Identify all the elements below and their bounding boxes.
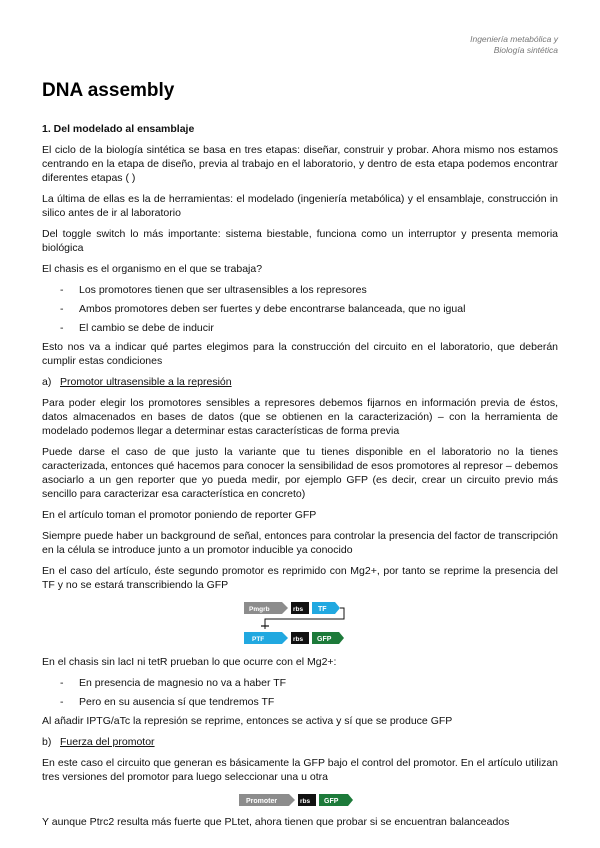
subsection-a xyxy=(42,375,558,389)
promoter-tf-label: PTF xyxy=(252,636,265,643)
header-line-1: Ingeniería metabólica y xyxy=(470,34,558,44)
subsection-title: Promotor ultrasensible a la represión xyxy=(60,376,232,388)
header-line-2: Biología sintética xyxy=(493,45,558,55)
promoter-tf-arrow xyxy=(244,632,288,644)
rbs-label: rbs xyxy=(293,636,304,643)
paragraph: Siempre puede haber un background de señal, entonces para controlar la presencia del factor de transcripción en la célula se introduce junto a un promotor inducible ya conocido xyxy=(42,530,558,556)
tf-gene-label: TF xyxy=(318,606,327,613)
document-body xyxy=(42,123,558,836)
paragraph: En el chasis sin lacI ni tetR prueban lo que ocurre con el Mg2+: xyxy=(42,656,337,668)
paragraph: Al añadir IPTG/aTc la represión se reprime, entonces se activa y sí que se produce GFP xyxy=(42,715,453,727)
running-header xyxy=(470,34,558,56)
list-item: - El cambio se debe de inducir xyxy=(42,321,558,335)
paragraph: En este caso el circuito que generan es básicamente la GFP bajo el control del promotor. En el artículo utilizan tres versiones del promotor para luego seleccionar una u otra xyxy=(42,757,558,783)
paragraph: Para poder elegir los promotores sensibles a represores debemos fijarnos en información previa de éstos, datos almacenados en bases de datos (que se obtienen en la caracterización) – con la herramienta de modelado podemos llegar a determinar estas características de forma previa xyxy=(42,397,558,437)
list-item: - Los promotores tienen que ser ultrasensibles a los represores xyxy=(42,283,558,297)
promoter-mgrb-label: Pmgrb xyxy=(249,606,270,613)
bullet-list xyxy=(42,676,558,709)
gfp-gene-label: GFP xyxy=(324,798,339,805)
rbs-label: rbs xyxy=(293,606,304,613)
paragraph: Y aunque Ptrc2 resulta más fuerte que PLtet, ahora tienen que probar si se encuentran balanceados xyxy=(42,816,510,828)
paragraph: En el caso del artículo, éste segundo promotor es reprimido con Mg2+, por tanto se reprime la presencia del TF y no se estará transcribiendo la GFP xyxy=(42,565,558,591)
paragraph: Puede darse el caso de que justo la variante que tu tienes disponible en el laboratorio no la tienes caracterizada, entonces qué hacemos para conocer la sensibilidad de esos promotores al represor – debemos asociarlo a un gen reporter que yo pueda medir, por ejemplo GFP (es decir, crear un circuito previo más sencillo para caracterizar esa característica en concreto) xyxy=(42,446,558,500)
list-item: - En presencia de magnesio no va a haber TF xyxy=(42,676,558,690)
bullet-list xyxy=(42,283,558,335)
paragraph: Esto nos va a indicar qué partes elegimos para la construcción del circuito en el laboratorio, que deberán cumplir estas condiciones xyxy=(42,341,558,367)
paragraph: La última de ellas es la de herramientas: el modelado (ingeniería metabólica) y el ensamblaje, construcción in silico antes de ir al laboratorio xyxy=(42,193,558,219)
list-item: - Ambos promotores deben ser fuertes y debe encontrarse balanceada, que no igual xyxy=(42,302,558,316)
paragraph: Del toggle switch lo más importante: sistema biestable, funciona como un interruptor y presenta memoria biológica xyxy=(42,228,558,254)
paragraph: El ciclo de la biología sintética se basa en tres etapas: diseñar, construir y probar. Ahora mismo nos estamos centrando en la etapa de diseño, previa al trabajo en el laboratorio, y dentro de esta etapa podemos encontrar diferentes etapas ( ) xyxy=(42,144,558,184)
paragraph: El chasis es el organismo en el que se trabaja? xyxy=(42,263,263,275)
subsection-letter: a) xyxy=(42,376,52,388)
subsection-b xyxy=(42,735,558,749)
gfp-gene-label: GFP xyxy=(317,636,332,643)
list-item: - Pero en su ausencia sí que tendremos TF xyxy=(42,695,558,709)
rbs-label: rbs xyxy=(300,798,311,805)
subsection-letter: b) xyxy=(42,736,52,748)
toggle-circuit-diagram xyxy=(240,599,360,649)
paragraph: En el artículo toman el promotor poniendo de reporter GFP xyxy=(42,509,317,521)
promoter-label: Promoter xyxy=(246,798,278,805)
page-title: DNA assembly xyxy=(42,80,175,101)
subsection-title: Fuerza del promotor xyxy=(60,736,155,748)
section-heading: 1. Del modelado al ensamblaje xyxy=(42,123,195,135)
promoter-strength-diagram xyxy=(237,791,363,809)
